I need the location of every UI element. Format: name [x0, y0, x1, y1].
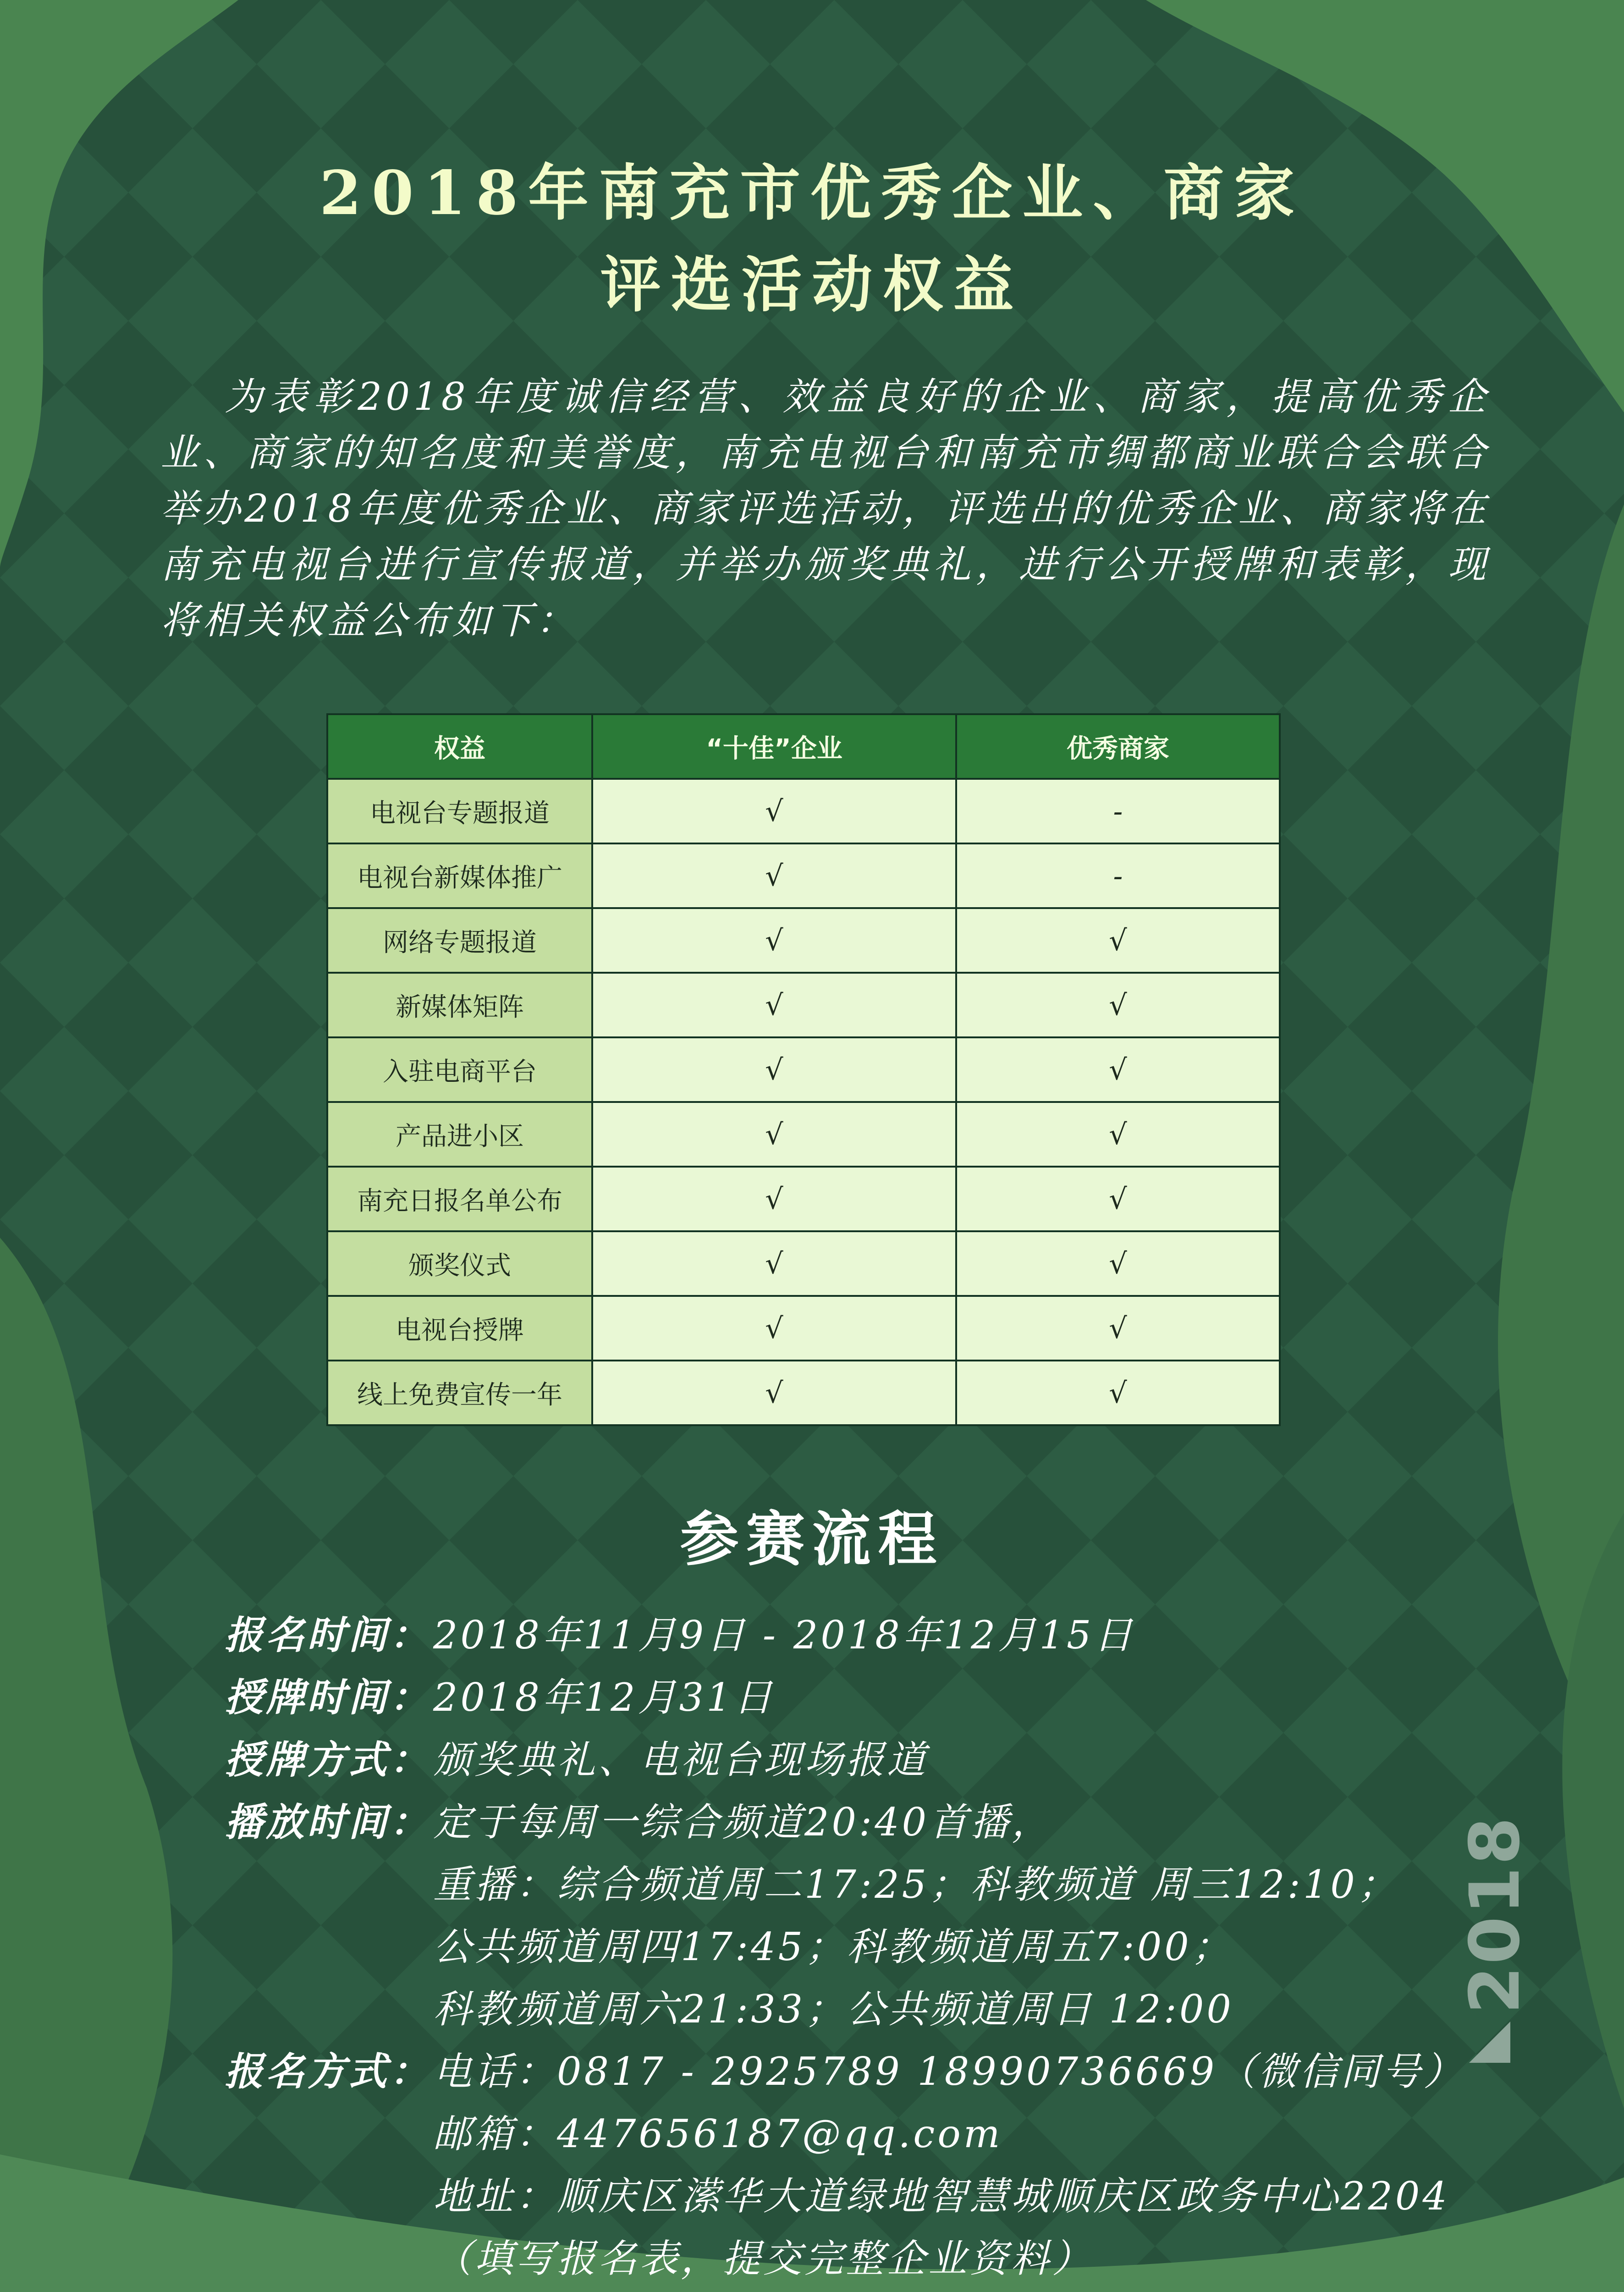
merchant-check: √: [956, 1231, 1280, 1296]
table-row: [327, 779, 1280, 843]
signup-method-label: 报名方式：: [225, 2049, 431, 2094]
merchant-check: √: [956, 1361, 1280, 1425]
benefit-name: 入驻电商平台: [327, 1037, 592, 1102]
table-row: [327, 1296, 1280, 1361]
table-row: [327, 973, 1280, 1037]
enterprise-check: √: [592, 908, 956, 973]
signup-email: 邮箱：447656187@qq.com: [433, 2111, 1003, 2156]
merchant-check: -: [956, 779, 1280, 843]
benefit-name: 颁奖仪式: [327, 1231, 592, 1296]
signup-time-value: 2018年11月9日 - 2018年12月15日: [433, 1613, 1135, 1658]
signup-phone: 电话：0817 - 2925789 18990736669（微信同号）: [433, 2049, 1465, 2094]
signup-note: （填写报名表，提交完整企业资料）: [433, 2236, 1094, 2281]
benefits-table: [326, 713, 1281, 1426]
benefit-name: 电视台授牌: [327, 1296, 592, 1361]
benefit-name: 南充日报名单公布: [327, 1167, 592, 1231]
poster-title-line1: 2018年南充市优秀企业、商家: [319, 158, 1305, 229]
broadcast-line: 公共频道周四17:45；科教频道周五7:00；: [433, 1924, 1233, 1969]
award-method-value: 颁奖典礼、电视台现场报道: [433, 1737, 929, 1782]
merchant-check: √: [956, 1296, 1280, 1361]
enterprise-check: √: [592, 779, 956, 843]
intro-paragraph: 为表彰2018年度诚信经营、效益良好的企业、商家，提高优秀企业、商家的知名度和美誉度，南充电视台和南充市绸都商业联合会联合举办2018年度优秀企业、商家评选活动，评选出的优秀企业、商家将在南充电视台进行宣传报道，并举办颁奖典礼，进行公开授牌和表彰，现将相关权益公布如下：: [160, 375, 1490, 643]
award-time-label: 授牌时间：: [225, 1675, 431, 1720]
enterprise-check: √: [592, 1231, 956, 1296]
merchant-check: √: [956, 1167, 1280, 1231]
enterprise-check: √: [592, 1167, 956, 1231]
enterprise-check: √: [592, 1296, 956, 1361]
header-excellent-merchant: 优秀商家: [956, 714, 1280, 779]
enterprise-check: √: [592, 1361, 956, 1425]
table-row: [327, 1167, 1280, 1231]
benefit-name: 电视台新媒体推广: [327, 843, 592, 908]
benefit-name: 网络专题报道: [327, 908, 592, 973]
enterprise-check: √: [592, 1102, 956, 1167]
table-row: [327, 1102, 1280, 1167]
merchant-check: -: [956, 843, 1280, 908]
signup-address: 地址：顺庆区潆华大道绿地智慧城顺庆区政务中心2204: [433, 2174, 1450, 2219]
signup-time-label: 报名时间：: [225, 1612, 431, 1658]
enterprise-check: √: [592, 1037, 956, 1102]
award-method-label: 授牌方式：: [225, 1737, 431, 1782]
poster-title-line2: 评选活动权益: [600, 249, 1024, 320]
broadcast-line: 定于每周一综合频道20:40首播，: [433, 1800, 1053, 1845]
table-row: [327, 1037, 1280, 1102]
broadcast-line: 科教频道周六21:33；公共频道周日 12:00: [433, 1987, 1234, 2032]
benefit-name: 电视台专题报道: [327, 779, 592, 843]
benefit-name: 线上免费宣传一年: [327, 1361, 592, 1425]
benefit-name: 新媒体矩阵: [327, 973, 592, 1037]
table-row: [327, 1231, 1280, 1296]
header-top-ten-enterprise: “十佳”企业: [592, 714, 956, 779]
process-title: 参赛流程: [680, 1505, 944, 1574]
enterprise-check: √: [592, 973, 956, 1037]
triangle-icon: [1464, 2017, 1515, 2067]
table-row: [327, 843, 1280, 908]
header-benefit: 权益: [327, 714, 592, 779]
table-header-row: [327, 714, 1280, 779]
merchant-check: √: [956, 1102, 1280, 1167]
merchant-check: √: [956, 1037, 1280, 1102]
table-row: [327, 908, 1280, 973]
merchant-check: √: [956, 973, 1280, 1037]
merchant-check: √: [956, 908, 1280, 973]
enterprise-check: √: [592, 843, 956, 908]
benefit-name: 产品进小区: [327, 1102, 592, 1167]
broadcast-line: 重播：综合频道周二17:25；科教频道 周三12:10；: [433, 1862, 1399, 1907]
side-year-mark: 2018: [1455, 1815, 1535, 2014]
award-time-value: 2018年12月31日: [433, 1675, 775, 1720]
table-row: [327, 1361, 1280, 1425]
broadcast-time-label: 播放时间：: [225, 1799, 431, 1845]
